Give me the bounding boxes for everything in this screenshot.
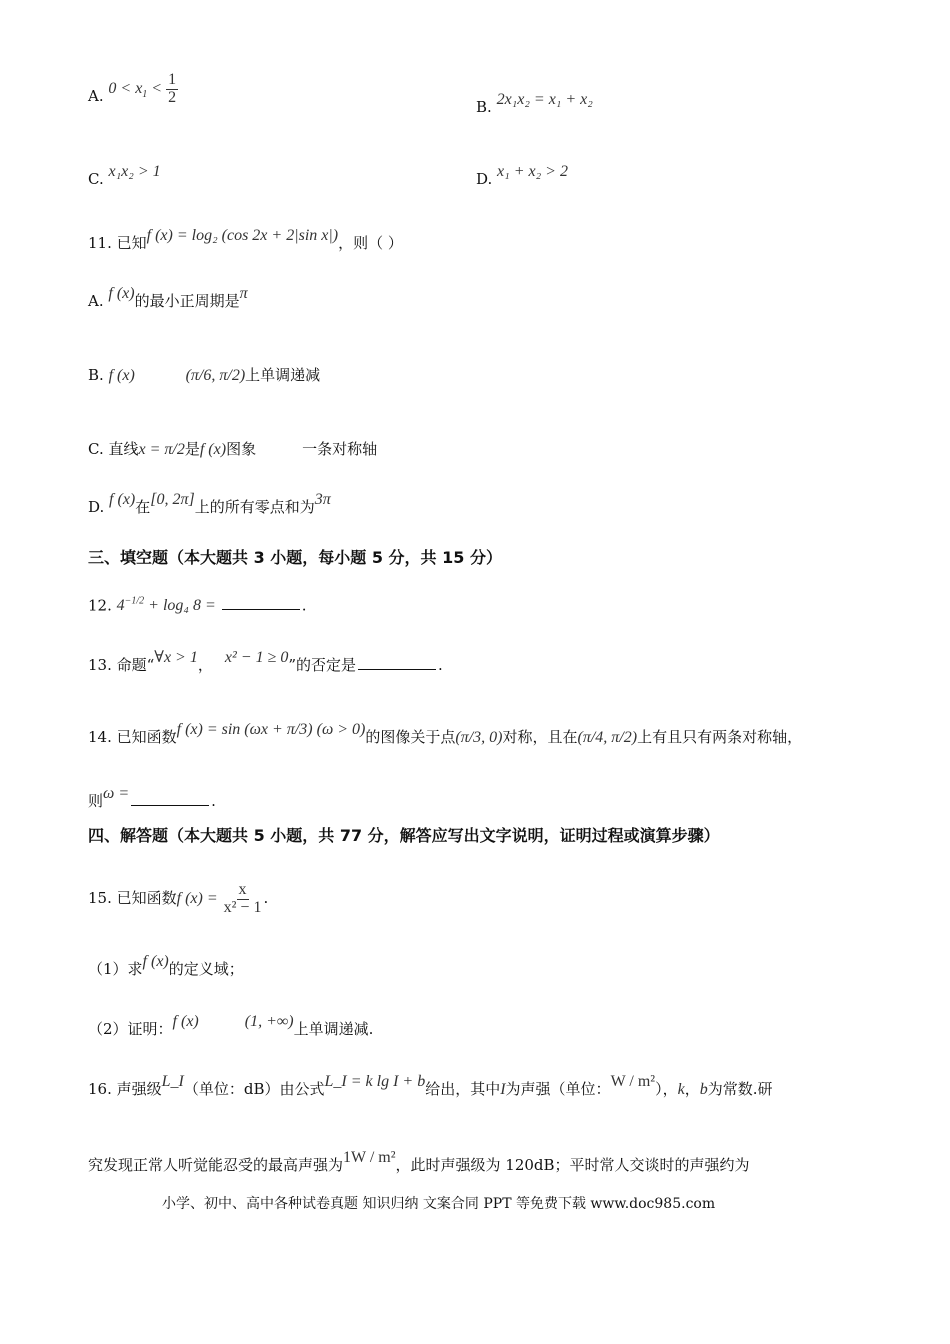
q10-option-a bbox=[88, 71, 178, 115]
q15: 15. 已知函数f (x) = $\frac{x}{\text{x² − 1}}$ . bbox=[88, 881, 269, 916]
q15-part-2: （2）证明：f (x) (1, +∞)上单调递减. bbox=[88, 1013, 374, 1038]
q11-option-d: D. f (x)在[0, 2π]上的所有零点和为3π bbox=[88, 491, 331, 516]
option-label: A. bbox=[88, 86, 104, 105]
section-4-title: 四、解答题（本大题共 5 小题，共 77 分，解答应写出文字说明，证明过程或演算步骤） bbox=[88, 826, 720, 845]
q14-line2: 则ω = . bbox=[88, 785, 216, 810]
q16: 16. 声强级L_I（单位：dB）由公式L_I = k lg I + b给出，其中I为声强（单位：W / m²），k，b为常数.研 bbox=[88, 1073, 773, 1098]
option-d-math: x₁ + x₂ > 2 bbox=[497, 163, 568, 180]
q11-d-interval: [0, 2π] bbox=[150, 491, 195, 508]
q14: 14. 已知函数f (x) = sin (ωx + π/3) (ω > 0)的图像关于点(π/3, 0)对称，且在(π/4, π/2)上有且只有两条对称轴， bbox=[88, 721, 803, 746]
section-3-title: 三、填空题（本大题共 3 小题，每小题 5 分，共 15 分） bbox=[88, 548, 502, 567]
q13: 13. 命题“∀x > 1， x² − 1 ≥ 0”的否定是 . bbox=[88, 649, 443, 674]
option-a-math: $0 < x_1$ < $\frac{1}{2}$ bbox=[108, 71, 177, 106]
q16-line2: 究发现正常人听觉能忍受的最高声强为1W / m²，此时声强级为 120dB；平时常人交谈时的声强约为 bbox=[88, 1149, 750, 1174]
q11-function: f (x) = log₂ (cos 2x + 2|sin x|) bbox=[146, 227, 339, 244]
page-footer: 小学、初中、高中各种试卷真题 知识归纳 文案合同 PPT 等免费下载 www.doc985.com bbox=[162, 1196, 716, 1212]
answer-blank[interactable] bbox=[358, 669, 436, 670]
q11-option-c: C. 直线x = π/2是f (x)图象 一条对称轴 bbox=[88, 440, 378, 458]
q12: 12. $4^{-1/2} + \log_4$ 8 = . bbox=[88, 596, 307, 615]
q10-option-c: C. x₁x₂ > 1 bbox=[88, 163, 161, 188]
q11-b-interval: (π/6, π/2) bbox=[185, 367, 246, 384]
answer-blank[interactable] bbox=[131, 805, 209, 806]
q10-option-b: B. 2x₁x₂ = x₁ + x₂ bbox=[476, 91, 593, 116]
option-b-math: 2x₁x₂ = x₁ + x₂ bbox=[496, 91, 593, 108]
q10-option-d: D. x₁ + x₂ > 2 bbox=[476, 163, 568, 188]
q11-option-b: B. f (x) (π/6, π/2)上单调递减 bbox=[88, 366, 321, 384]
q11-option-a: A. f (x)的最小正周期是π bbox=[88, 285, 248, 310]
option-c-math: x₁x₂ > 1 bbox=[108, 163, 161, 180]
q11-stem: 11. 已知f (x) = log₂ (cos 2x + 2|sin x|)，则（ ） bbox=[88, 227, 403, 252]
q15-part-1: （1）求f (x)的定义域； bbox=[88, 953, 244, 978]
answer-blank[interactable] bbox=[222, 609, 300, 610]
